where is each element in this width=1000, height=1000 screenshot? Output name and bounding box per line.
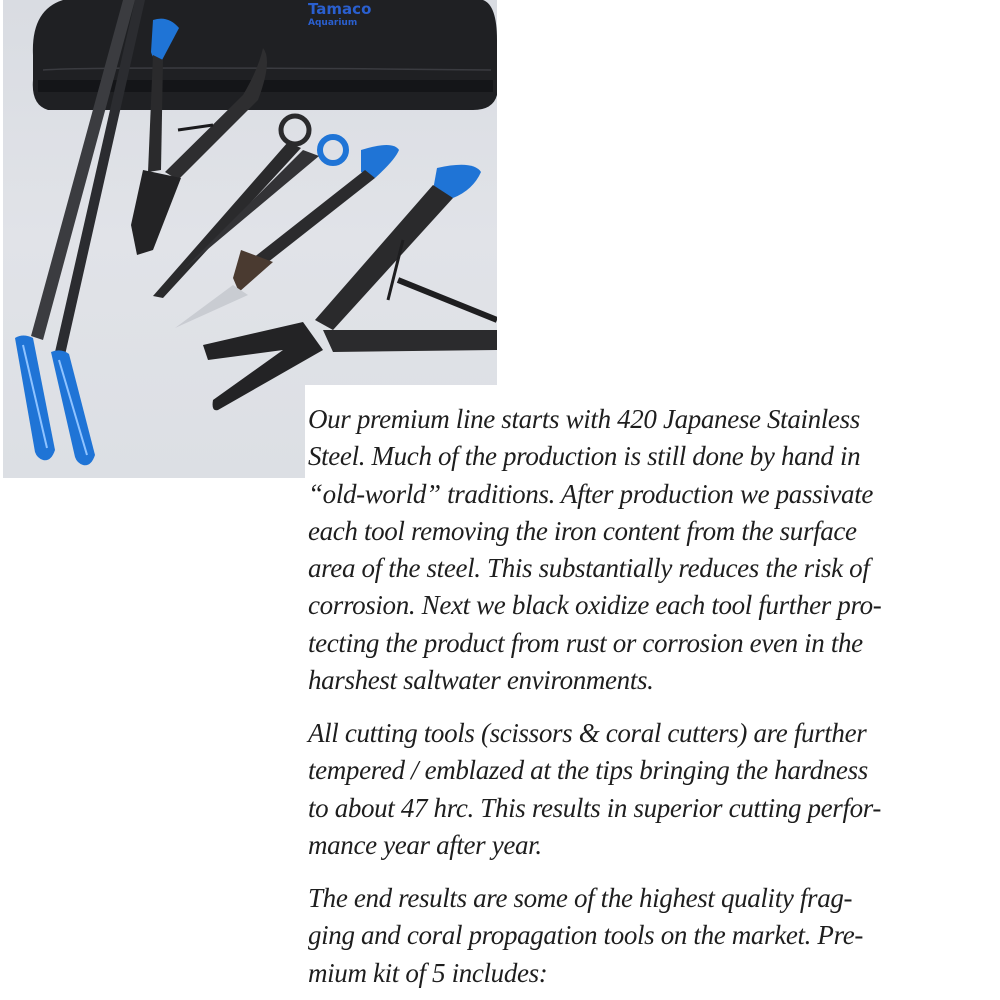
text-line: harshest saltwater environments. <box>308 665 654 696</box>
article-text <box>305 385 1000 1000</box>
paragraph-steel-process <box>308 401 881 699</box>
text-line: each tool removing the iron content from the surface <box>308 515 857 546</box>
text-line: mance year after year. <box>308 829 542 860</box>
case-brand-name: Tamaco <box>308 0 372 18</box>
case-brand-subtitle: Aquarium <box>308 18 358 28</box>
text-line: “old-world” traditions. After production we passivate <box>308 478 873 509</box>
text-line: ging and coral propagation tools on the market. Pre- <box>308 920 863 951</box>
text-line: corrosion. Next we black oxidize each tool further pro- <box>308 590 882 621</box>
text-line: tempered / emblazed at the tips bringing the hardness <box>308 755 868 786</box>
text-line: mium kit of 5 includes: <box>308 957 548 988</box>
paragraph-cutting-tools <box>308 715 881 864</box>
text-line: The end results are some of the highest quality frag- <box>308 883 853 913</box>
text-line: area of the steel. This substantially reduces the risk of <box>308 553 870 584</box>
text-line: Our premium line starts with 420 Japanese Stainless <box>308 404 860 434</box>
text-line: to about 47 hrc. This results in superior cutting perfor- <box>308 792 882 823</box>
text-line: Steel. Much of the production is still done by hand in <box>308 441 861 472</box>
text-line: tecting the product from rust or corrosion even in the <box>308 627 863 658</box>
paragraph-kit-summary <box>308 880 863 992</box>
text-line: All cutting tools (scissors & coral cutters) are further <box>308 718 867 748</box>
